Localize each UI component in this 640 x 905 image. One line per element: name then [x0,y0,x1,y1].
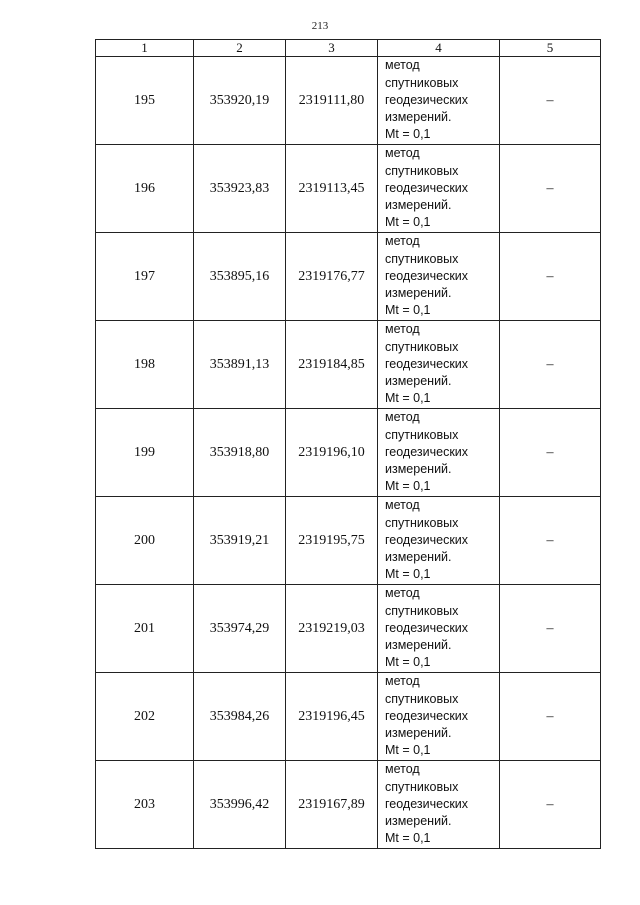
coordinate-x: 353974,29 [194,585,286,673]
table-row [96,145,601,233]
coordinates-table [95,39,601,849]
table-row [96,321,601,409]
table-row [96,585,601,673]
method-description: метод спутниковых геодезических измерений. Mt = 0,1 [378,409,500,497]
coordinate-y: 2319195,75 [286,497,378,585]
coordinate-x: 353923,83 [194,145,286,233]
coordinate-y: 2319176,77 [286,233,378,321]
table-row [96,761,601,849]
method-description: метод спутниковых геодезических измерений. Mt = 0,1 [378,585,500,673]
point-number: 201 [96,585,194,673]
table-row [96,57,601,145]
header-col-2: 2 [194,40,286,57]
method-description: метод спутниковых геодезических измерений. Mt = 0,1 [378,497,500,585]
method-description: метод спутниковых геодезических измерений. Mt = 0,1 [378,233,500,321]
coordinate-y: 2319113,45 [286,145,378,233]
coordinate-y: 2319196,45 [286,673,378,761]
point-number: 202 [96,673,194,761]
header-row [96,40,601,57]
point-number: 200 [96,497,194,585]
note-cell: – [500,673,601,761]
note-cell: – [500,145,601,233]
coordinate-y: 2319184,85 [286,321,378,409]
note-cell: – [500,497,601,585]
coordinate-y: 2319111,80 [286,57,378,145]
page-number: 213 [311,20,329,32]
point-number: 195 [96,57,194,145]
header-col-5: 5 [500,40,601,57]
point-number: 199 [96,409,194,497]
note-cell: – [500,321,601,409]
header-col-1: 1 [96,40,194,57]
coordinate-x: 353996,42 [194,761,286,849]
table-row [96,233,601,321]
header-col-4: 4 [378,40,500,57]
coordinate-x: 353891,13 [194,321,286,409]
coordinate-x: 353895,16 [194,233,286,321]
note-cell: – [500,57,601,145]
point-number: 197 [96,233,194,321]
coordinate-y: 2319167,89 [286,761,378,849]
method-description: метод спутниковых геодезических измерений. Mt = 0,1 [378,57,500,145]
coordinate-x: 353919,21 [194,497,286,585]
note-cell: – [500,233,601,321]
table-row [96,673,601,761]
coordinate-x: 353918,80 [194,409,286,497]
table-row [96,497,601,585]
point-number: 196 [96,145,194,233]
note-cell: – [500,585,601,673]
coordinate-x: 353984,26 [194,673,286,761]
method-description: метод спутниковых геодезических измерений. Mt = 0,1 [378,321,500,409]
coordinate-y: 2319219,03 [286,585,378,673]
header-col-3: 3 [286,40,378,57]
note-cell: – [500,761,601,849]
method-description: метод спутниковых геодезических измерений. Mt = 0,1 [378,673,500,761]
method-description: метод спутниковых геодезических измерений. Mt = 0,1 [378,761,500,849]
point-number: 198 [96,321,194,409]
table-row [96,409,601,497]
coordinate-x: 353920,19 [194,57,286,145]
method-description: метод спутниковых геодезических измерений. Mt = 0,1 [378,145,500,233]
note-cell: – [500,409,601,497]
coordinate-y: 2319196,10 [286,409,378,497]
point-number: 203 [96,761,194,849]
